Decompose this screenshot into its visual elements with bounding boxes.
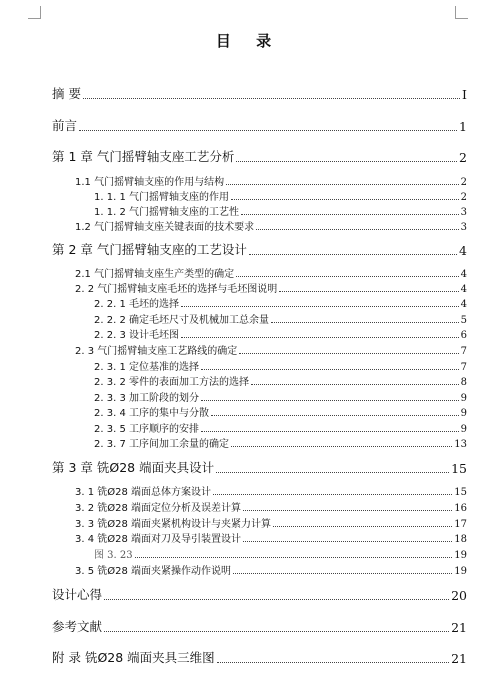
toc-entry[interactable] xyxy=(75,342,467,357)
toc-entry[interactable] xyxy=(52,240,467,258)
toc-entry[interactable] xyxy=(94,203,467,218)
toc-title: 目 录 xyxy=(215,32,282,50)
toc-leader xyxy=(104,631,449,632)
toc-entry-page: 9 xyxy=(460,408,467,419)
toc-entry[interactable] xyxy=(94,295,467,310)
toc-entry-text: 2. 3. 5 工序顺序的安排 xyxy=(94,424,199,435)
toc-entry[interactable] xyxy=(75,265,467,280)
toc-entry-text: 1.1 气门摇臂轴支座的作用与结构 xyxy=(75,177,225,188)
toc-entry-page: 5 xyxy=(460,315,467,326)
toc-entry-text: 摘 要 xyxy=(52,86,81,101)
toc-leader xyxy=(217,662,449,663)
toc-leader xyxy=(243,510,452,511)
toc-entry-text: 2. 2 气门摇臂轴支座毛坯的选择与毛坯图说明 xyxy=(75,284,278,295)
toc-entry[interactable] xyxy=(94,420,467,435)
toc-entry-page: 19 xyxy=(454,550,467,561)
toc-entry[interactable] xyxy=(94,373,467,388)
toc-entry-page: 19 xyxy=(454,566,467,577)
toc-leader xyxy=(104,599,449,600)
toc-entry-text: 2. 3. 2 零件的表面加工方法的选择 xyxy=(94,377,249,388)
toc-entry-page: 2 xyxy=(460,192,467,203)
toc-entry[interactable] xyxy=(75,530,467,545)
toc-entry-page: 9 xyxy=(460,393,467,404)
toc-leader xyxy=(201,369,459,370)
toc-entry-page: 7 xyxy=(460,362,467,373)
toc-entry-text: 2. 3. 7 工序间加工余量的确定 xyxy=(94,439,229,450)
toc-entry[interactable] xyxy=(75,483,467,498)
toc-entry[interactable] xyxy=(52,617,467,635)
toc-entry[interactable] xyxy=(75,499,467,514)
toc-entry-text: 第 3 章 铣Ø28 端面夹具设计 xyxy=(52,460,215,475)
toc-leader xyxy=(236,161,457,162)
toc-entry-text: 第 2 章 气门摇臂轴支座的工艺设计 xyxy=(52,242,247,257)
toc-entry-text: 1.2 气门摇臂轴支座关键表面的技术要求 xyxy=(75,222,255,233)
toc-entry-text: 2. 2. 3 设计毛坯图 xyxy=(94,330,179,341)
toc-entry-page: 13 xyxy=(454,439,467,450)
toc-entry-page: 15 xyxy=(451,461,467,476)
toc-leader xyxy=(181,337,459,338)
toc-entry-text: 设计心得 xyxy=(52,587,103,602)
toc-leader xyxy=(256,229,459,230)
toc-entry[interactable] xyxy=(94,389,467,404)
toc-entry-page: 4 xyxy=(459,243,467,258)
toc-entry-text: 3. 1 铣Ø28 端面总体方案设计 xyxy=(75,487,212,498)
toc-entry-page: 15 xyxy=(454,487,467,498)
toc-entry-text: 3. 4 铣Ø28 端面对刀及导引装置设计 xyxy=(75,534,242,545)
toc-leader xyxy=(83,98,460,99)
toc-entry-text: 2.1 气门摇臂轴支座生产类型的确定 xyxy=(75,269,235,280)
toc-leader xyxy=(226,184,459,185)
toc-entry-page: 1 xyxy=(459,119,467,134)
toc-entry[interactable] xyxy=(94,358,467,373)
toc-entry-page: 20 xyxy=(451,588,467,603)
toc-entry-text: 3. 2 铣Ø28 端面定位分析及误差计算 xyxy=(75,503,242,514)
toc-leader xyxy=(231,446,452,447)
toc-entry-page: 18 xyxy=(454,534,467,545)
toc-entry-text: 2. 3. 4 工序的集中与分散 xyxy=(94,408,209,419)
toc-leader xyxy=(211,415,459,416)
toc-leader xyxy=(231,199,459,200)
toc-entry[interactable] xyxy=(94,188,467,203)
toc-entry-text: 2. 3 气门摇臂轴支座工艺路线的确定 xyxy=(75,346,238,357)
toc-entry[interactable] xyxy=(52,84,467,102)
toc-entry[interactable] xyxy=(94,546,467,561)
toc-entry-page: 7 xyxy=(460,346,467,357)
toc-entry-page: 16 xyxy=(454,503,467,514)
toc-entry-text: 3. 3 铣Ø28 端面夹紧机构设计与夹紧力计算 xyxy=(75,519,272,530)
toc-entry-text: 1. 1. 2 气门摇臂轴支座的工艺性 xyxy=(94,207,239,218)
toc-entry[interactable] xyxy=(75,173,467,188)
toc-entry-text: 第 1 章 气门摇臂轴支座工艺分析 xyxy=(52,149,235,164)
toc-entry[interactable] xyxy=(75,280,467,295)
toc-leader xyxy=(216,472,449,473)
toc-entry-text: 3. 5 铣Ø28 端面夹紧操作动作说明 xyxy=(75,566,232,577)
toc-entry[interactable] xyxy=(94,326,467,341)
toc-leader xyxy=(236,276,459,277)
toc-entry-page: 17 xyxy=(454,519,467,530)
toc-entry[interactable] xyxy=(52,648,467,666)
toc-leader xyxy=(243,541,452,542)
toc-entry-text: 参考文献 xyxy=(52,619,103,634)
toc-entry-text: 图 3. 23 xyxy=(94,550,133,561)
toc-entry-page: 21 xyxy=(451,651,467,666)
toc-leader xyxy=(239,353,458,354)
toc-entry-text: 前言 xyxy=(52,118,78,133)
toc-entry-text: 2. 3. 1 定位基准的选择 xyxy=(94,362,199,373)
toc-entry[interactable] xyxy=(75,218,467,233)
toc-entry-page: 8 xyxy=(460,377,467,388)
toc-entry[interactable] xyxy=(94,404,467,419)
toc-entry[interactable] xyxy=(94,435,467,450)
toc-leader xyxy=(241,214,459,215)
toc-entry[interactable] xyxy=(75,562,467,577)
toc-leader xyxy=(79,130,457,131)
toc-entry[interactable] xyxy=(52,458,467,476)
toc-entry-page: 3 xyxy=(460,222,467,233)
toc-entry-text: 2. 2. 1 毛坯的选择 xyxy=(94,299,179,310)
toc-entry-page: 2 xyxy=(459,150,467,165)
toc-entry[interactable] xyxy=(94,311,467,326)
toc-leader xyxy=(249,254,457,255)
toc-entry-text: 2. 2. 2 确定毛坯尺寸及机械加工总余量 xyxy=(94,315,269,326)
toc-leader xyxy=(201,400,459,401)
toc-entry-page: 2 xyxy=(460,177,467,188)
toc-entry[interactable] xyxy=(52,585,467,603)
toc-entry-page: 21 xyxy=(451,620,467,635)
toc-leader xyxy=(273,526,452,527)
toc-leader xyxy=(181,306,459,307)
toc-entry-text: 1. 1. 1 气门摇臂轴支座的作用 xyxy=(94,192,229,203)
toc-entry-page: 3 xyxy=(460,207,467,218)
toc-leader xyxy=(271,322,459,323)
toc-entry[interactable] xyxy=(52,147,467,165)
toc-entry-text: 2. 3. 3 加工阶段的划分 xyxy=(94,393,199,404)
toc-leader xyxy=(251,384,459,385)
toc-leader xyxy=(201,431,459,432)
toc-leader xyxy=(279,291,458,292)
toc-entry[interactable] xyxy=(52,116,467,134)
toc-entry-page: 4 xyxy=(460,284,467,295)
toc-leader xyxy=(135,557,453,558)
toc-entry-page: 9 xyxy=(460,424,467,435)
toc-entry[interactable] xyxy=(75,515,467,530)
toc-entry-page: 6 xyxy=(460,330,467,341)
toc-entry-page: 4 xyxy=(460,269,467,280)
toc-entry-page: 4 xyxy=(460,299,467,310)
toc-entry-page: I xyxy=(462,87,467,102)
toc-leader xyxy=(233,573,452,574)
toc-leader xyxy=(213,494,452,495)
toc-entry-text: 附 录 铣Ø28 端面夹具三维图 xyxy=(52,650,215,665)
